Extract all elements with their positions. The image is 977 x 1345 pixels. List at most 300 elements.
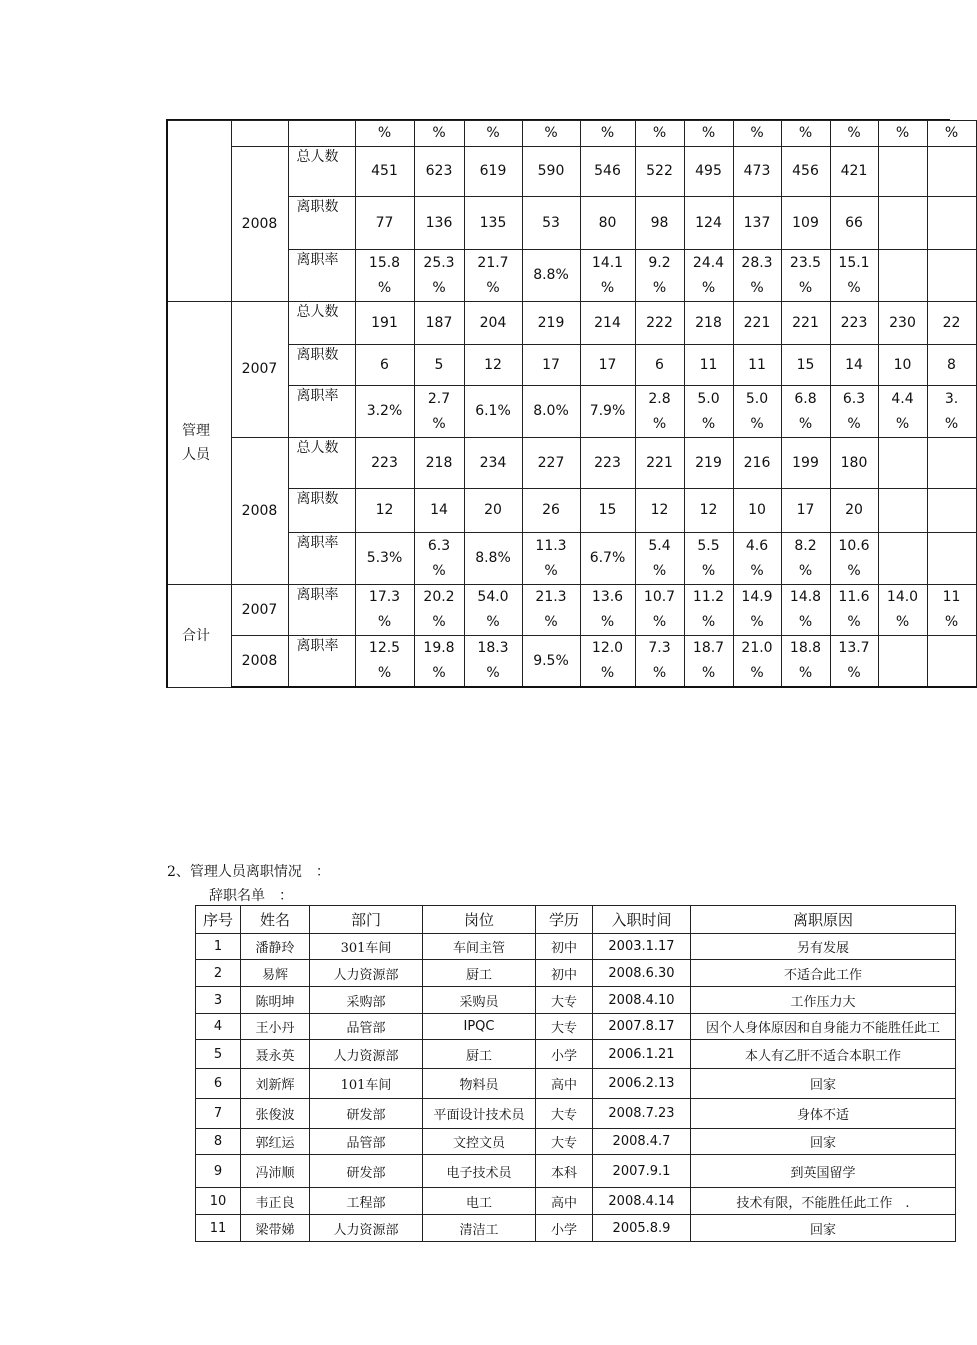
table-cell: 品管部: [310, 1014, 423, 1040]
rate-percent: %: [798, 279, 813, 296]
rate-value: 11.6: [838, 589, 870, 605]
rate-value: 11.2: [692, 589, 725, 605]
total-cell: 221: [781, 302, 830, 345]
rate-cell: [635, 533, 684, 585]
table-cell: 潘静玲: [241, 934, 310, 960]
rate-cell: [580, 636, 635, 688]
rate-percent: %: [798, 415, 813, 432]
rate-percent: %: [432, 415, 446, 432]
rate-cell: [414, 585, 464, 636]
table-row: [196, 1215, 956, 1242]
total-rate-row: [167, 585, 976, 636]
column-header: 学历: [536, 906, 593, 934]
rate-percent: %: [847, 665, 861, 681]
table-row: [196, 1040, 956, 1069]
rate-cell: [781, 250, 830, 302]
rate-value: 4.4: [891, 390, 914, 407]
year-cell: 2008: [231, 438, 288, 585]
rate-cell: [464, 533, 522, 585]
rate-value: 13.7: [838, 640, 870, 656]
table-cell: 人力资源部: [310, 1040, 423, 1069]
rate-percent: %: [798, 614, 813, 630]
category-line: 人员: [182, 447, 210, 463]
left-cell: 10: [733, 489, 781, 533]
total-cell: [927, 438, 976, 489]
resignation-list-heading: 辞职名单 ：: [209, 888, 293, 904]
rate-cell: [927, 585, 976, 636]
total-cell: 223: [355, 438, 414, 489]
table-cell: 大专: [536, 987, 593, 1014]
left-row: [167, 489, 976, 533]
section-heading: 2、管理人员离职情况 ：: [167, 864, 330, 880]
rate-value: 54.0: [477, 589, 509, 605]
rate-value: 8.2: [794, 537, 817, 554]
table-cell: 301车间: [310, 934, 423, 960]
table-cell: 小学: [536, 1215, 593, 1242]
table-cell: IPQC: [423, 1014, 536, 1040]
total-cell: 222: [635, 302, 684, 345]
table-cell: 2003.1.17: [593, 934, 691, 960]
table-row: [196, 1129, 956, 1155]
rate-percent: %: [701, 665, 716, 681]
total-cell: 219: [522, 302, 580, 345]
rate-cell: [355, 533, 414, 585]
rate-value: 5.4: [648, 537, 671, 554]
total-cell: 180: [830, 438, 878, 489]
total-cell: [878, 438, 927, 489]
column-header: 入职时间: [593, 906, 691, 934]
left-cell: 136: [414, 197, 464, 250]
left-cell: 15: [781, 345, 830, 386]
table-cell: 2006.2.13: [593, 1069, 691, 1099]
metric-label: 离职率: [288, 386, 355, 438]
rate-value: 6.8: [794, 390, 817, 407]
total-cell: 451: [355, 147, 414, 197]
metric-label: 总人数: [288, 147, 355, 197]
left-cell: 6: [355, 345, 414, 386]
rate-value: 9.2: [648, 254, 671, 271]
year-cell: 2008: [231, 147, 288, 302]
left-cell: 14: [830, 345, 878, 386]
left-row: [167, 197, 976, 250]
table-cell: 研发部: [310, 1099, 423, 1129]
rate-cell: [927, 533, 976, 585]
rate-value: 5.5: [697, 537, 720, 554]
rate-cell: [464, 636, 522, 688]
rate-value: 23.5: [789, 254, 822, 271]
column-header: 岗位: [423, 906, 536, 934]
year-cell: [231, 121, 288, 147]
category-line: 管理: [182, 423, 210, 439]
total-cell: 223: [580, 438, 635, 489]
total-cell: 219: [684, 438, 733, 489]
total-cell: 421: [830, 147, 878, 197]
left-cell: 17: [781, 489, 830, 533]
table-row: [196, 1188, 956, 1215]
rate-percent: %: [798, 665, 813, 681]
total-cell: 546: [580, 147, 635, 197]
rate-value: 8.8%: [475, 550, 511, 566]
table-cell: 11: [196, 1215, 241, 1242]
metric-label: 离职率: [288, 533, 355, 585]
left-cell: 15: [580, 489, 635, 533]
metric-label: 离职率: [288, 585, 355, 636]
percent-cell: %: [927, 121, 976, 147]
metric-label: 总人数: [288, 438, 355, 489]
total-cell: 191: [355, 302, 414, 345]
rate-cell: [830, 386, 878, 438]
rate-percent: %: [600, 279, 615, 296]
table-cell: 小学: [536, 1040, 593, 1069]
table-row: [196, 960, 956, 987]
rate-percent: %: [701, 614, 716, 630]
left-cell: 137: [733, 197, 781, 250]
rate-percent: %: [652, 665, 667, 681]
total-cell: 22: [927, 302, 976, 345]
rate-value: 10.7: [643, 589, 676, 605]
rate-percent: %: [701, 279, 716, 296]
metric-label: 离职数: [288, 345, 355, 386]
rate-cell: [878, 636, 927, 688]
rate-percent: %: [847, 562, 861, 579]
left-cell: 10: [878, 345, 927, 386]
left-cell: 135: [464, 197, 522, 250]
column-header: 姓名: [241, 906, 310, 934]
table-cell: 平面设计技术员: [423, 1099, 536, 1129]
total-cell: 230: [878, 302, 927, 345]
table-cell: 陈明坤: [241, 987, 310, 1014]
table-cell: 车间主管: [423, 934, 536, 960]
left-cell: 20: [464, 489, 522, 533]
table-cell: 高中: [536, 1188, 593, 1215]
rate-cell: [635, 585, 684, 636]
rate-cell: [781, 585, 830, 636]
rate-cell: [355, 386, 414, 438]
rate-percent: %: [750, 415, 764, 432]
category-cell: [167, 121, 231, 302]
table-cell: 电子技术员: [423, 1155, 536, 1188]
rate-cell: [522, 250, 580, 302]
table-cell: 4: [196, 1014, 241, 1040]
rate-cell: [878, 250, 927, 302]
column-header: 离职原因: [691, 906, 956, 934]
rate-cell: [464, 250, 522, 302]
rate-value: 9.5%: [533, 652, 569, 669]
total-cell: 216: [733, 438, 781, 489]
rate-percent: %: [432, 614, 446, 630]
total-cell: 473: [733, 147, 781, 197]
total-rate-row: [167, 636, 976, 688]
table-cell: 文控文员: [423, 1129, 536, 1155]
rate-cell: [781, 636, 830, 688]
metric-cell: [288, 121, 355, 147]
total-cell: 221: [733, 302, 781, 345]
table-cell: 聂永英: [241, 1040, 310, 1069]
rate-percent: %: [652, 415, 667, 432]
table-cell: 2008.6.30: [593, 960, 691, 987]
rate-value: 3.: [944, 390, 959, 407]
left-cell: 17: [522, 345, 580, 386]
rate-cell: [684, 585, 733, 636]
rate-percent: %: [652, 562, 667, 579]
table-cell: 电工: [423, 1188, 536, 1215]
total-cell: 214: [580, 302, 635, 345]
left-cell: 20: [830, 489, 878, 533]
rate-percent: %: [750, 562, 764, 579]
rate-value: 15.1: [838, 254, 870, 271]
rate-percent: %: [432, 279, 446, 296]
left-cell: 6: [635, 345, 684, 386]
table-cell: 韦正良: [241, 1188, 310, 1215]
rate-value: 7.3: [648, 640, 671, 656]
total-cell: 623: [414, 147, 464, 197]
rate-value: 14.0: [886, 589, 919, 605]
rate-percent: %: [377, 279, 392, 296]
percent-cell: %: [635, 121, 684, 147]
table-cell: 回家: [691, 1129, 956, 1155]
percent-cell: %: [580, 121, 635, 147]
rate-percent: %: [544, 562, 558, 579]
total-cell: 218: [414, 438, 464, 489]
table-cell: 5: [196, 1040, 241, 1069]
total-row: [167, 147, 976, 197]
table-cell: 另有发展: [691, 934, 956, 960]
table-cell: 101车间: [310, 1069, 423, 1099]
rate-cell: [830, 585, 878, 636]
total-cell: 204: [464, 302, 522, 345]
table-cell: 初中: [536, 934, 593, 960]
rate-value: 28.3: [741, 254, 773, 271]
table-cell: 因个人身体原因和自身能力不能胜任此工: [691, 1014, 956, 1040]
left-cell: 124: [684, 197, 733, 250]
left-cell: 53: [522, 197, 580, 250]
metric-label: 离职数: [288, 489, 355, 533]
left-cell: [927, 489, 976, 533]
rate-value: 14.9: [741, 589, 773, 605]
metric-label: 离职率: [288, 636, 355, 688]
rate-cell: [414, 386, 464, 438]
rate-value: 5.3%: [366, 550, 403, 566]
rate-value: 12.5: [368, 640, 401, 656]
table-cell: 工作压力大: [691, 987, 956, 1014]
total-cell: 590: [522, 147, 580, 197]
rate-cell: [927, 386, 976, 438]
rate-percent: %: [847, 415, 861, 432]
percent-cell: %: [733, 121, 781, 147]
rate-cell: [355, 250, 414, 302]
left-cell: 11: [684, 345, 733, 386]
table-cell: 10: [196, 1188, 241, 1215]
left-cell: 77: [355, 197, 414, 250]
table-cell: 回家: [691, 1069, 956, 1099]
rate-value: 11: [942, 589, 961, 605]
rate-row: [167, 250, 976, 302]
left-cell: 12: [635, 489, 684, 533]
left-cell: 12: [355, 489, 414, 533]
table-cell: 刘新辉: [241, 1069, 310, 1099]
table-cell: 2007.9.1: [593, 1155, 691, 1188]
table-cell: 6: [196, 1069, 241, 1099]
table-cell: 2005.8.9: [593, 1215, 691, 1242]
rate-row: [167, 533, 976, 585]
rate-value: 4.6: [745, 537, 769, 554]
rate-percent: %: [486, 614, 500, 630]
total-cell: 619: [464, 147, 522, 197]
rate-value: 21.7: [477, 254, 509, 271]
rate-value: 6.3: [427, 537, 451, 554]
rate-cell: [522, 533, 580, 585]
rate-cell: [733, 533, 781, 585]
rate-cell: [684, 533, 733, 585]
rate-percent: %: [432, 665, 446, 681]
rate-row: [167, 386, 976, 438]
percent-cell: %: [522, 121, 580, 147]
rate-cell: [522, 386, 580, 438]
percent-cell: %: [684, 121, 733, 147]
rate-cell: [355, 585, 414, 636]
rate-value: 18.3: [477, 640, 509, 656]
table-row: [196, 1014, 956, 1040]
table-cell: 工程部: [310, 1188, 423, 1215]
rate-cell: [522, 636, 580, 688]
table-cell: 技术有限，不能胜任此工作 .: [691, 1188, 956, 1215]
table-row: [196, 1069, 956, 1099]
rate-percent: %: [750, 614, 764, 630]
rate-cell: [830, 533, 878, 585]
table-cell: 本人有乙肝不适合本职工作: [691, 1040, 956, 1069]
table-row: [196, 934, 956, 960]
resignation-list-table: [195, 905, 956, 1242]
total-cell: 199: [781, 438, 830, 489]
table-cell: 厨工: [423, 1040, 536, 1069]
percent-cell: %: [781, 121, 830, 147]
left-row: [167, 345, 976, 386]
table-cell: 清洁工: [423, 1215, 536, 1242]
table-cell: 物料员: [423, 1069, 536, 1099]
rate-cell: [878, 386, 927, 438]
rate-percent: %: [432, 562, 446, 579]
left-cell: 17: [580, 345, 635, 386]
category-cell: [167, 302, 231, 585]
total-cell: 227: [522, 438, 580, 489]
rate-value: 24.4: [692, 254, 725, 271]
table-cell: 不适合此工作: [691, 960, 956, 987]
left-cell: 12: [464, 345, 522, 386]
rate-cell: [733, 250, 781, 302]
rate-cell: [355, 636, 414, 688]
percent-cell: %: [414, 121, 464, 147]
table-cell: 身体不适: [691, 1099, 956, 1129]
rate-percent: %: [486, 279, 500, 296]
rate-cell: [733, 585, 781, 636]
table-cell: 本科: [536, 1155, 593, 1188]
rate-value: 2.8: [648, 390, 671, 407]
rate-cell: [635, 636, 684, 688]
left-cell: 26: [522, 489, 580, 533]
rate-percent: %: [377, 665, 392, 681]
percent-cell: %: [830, 121, 878, 147]
rate-percent: %: [701, 415, 716, 432]
rate-value: 10.6: [838, 537, 870, 554]
left-cell: 80: [580, 197, 635, 250]
header-row: [196, 906, 956, 934]
table-cell: 冯沛顺: [241, 1155, 310, 1188]
table-cell: 研发部: [310, 1155, 423, 1188]
metric-label: 总人数: [288, 302, 355, 345]
rate-percent: %: [847, 614, 861, 630]
left-cell: [927, 197, 976, 250]
rate-percent: %: [944, 415, 959, 432]
rate-cell: [580, 585, 635, 636]
rate-value: 18.8: [789, 640, 822, 656]
rate-cell: [522, 585, 580, 636]
total-cell: 234: [464, 438, 522, 489]
rate-value: 25.3: [423, 254, 455, 271]
table-row: [196, 1155, 956, 1188]
rate-percent: %: [652, 279, 667, 296]
column-header: 序号: [196, 906, 241, 934]
total-cell: 187: [414, 302, 464, 345]
metric-label: 离职数: [288, 197, 355, 250]
left-cell: 5: [414, 345, 464, 386]
table-cell: 2006.1.21: [593, 1040, 691, 1069]
turnover-rate-table: [166, 120, 977, 688]
rate-value: 19.8: [423, 640, 455, 656]
column-header: 部门: [310, 906, 423, 934]
rate-cell: [684, 636, 733, 688]
table-cell: 张俊波: [241, 1099, 310, 1129]
left-cell: [878, 197, 927, 250]
rate-value: 14.8: [789, 589, 822, 605]
total-cell: 495: [684, 147, 733, 197]
total-row: [167, 302, 976, 345]
rate-value: 6.3: [842, 390, 866, 407]
rate-percent: %: [895, 614, 910, 630]
table-cell: 2008.4.14: [593, 1188, 691, 1215]
total-row: [167, 438, 976, 489]
rate-cell: [733, 636, 781, 688]
table-row: [196, 987, 956, 1014]
rate-value: 15.8: [368, 254, 401, 271]
table-cell: 采购部: [310, 987, 423, 1014]
table-cell: 2007.8.17: [593, 1014, 691, 1040]
left-cell: 12: [684, 489, 733, 533]
percent-cell: %: [464, 121, 522, 147]
rate-value: 7.9%: [589, 403, 626, 419]
table-cell: 人力资源部: [310, 1215, 423, 1242]
table-cell: 1: [196, 934, 241, 960]
rate-percent: %: [701, 562, 716, 579]
rate-cell: [464, 585, 522, 636]
percent-row: [167, 121, 976, 147]
rate-cell: [733, 386, 781, 438]
year-cell: 2007: [231, 585, 288, 636]
left-cell: 8: [927, 345, 976, 386]
rate-value: 13.6: [591, 589, 624, 605]
rate-percent: %: [798, 562, 813, 579]
rate-cell: [927, 250, 976, 302]
total-cell: 522: [635, 147, 684, 197]
left-cell: 66: [830, 197, 878, 250]
table-cell: 回家: [691, 1215, 956, 1242]
rate-cell: [414, 636, 464, 688]
rate-percent: %: [847, 279, 861, 296]
rate-percent: %: [600, 614, 615, 630]
rate-cell: [635, 250, 684, 302]
rate-value: 18.7: [692, 640, 725, 656]
rate-value: 5.0: [697, 390, 720, 407]
rate-value: 12.0: [591, 640, 624, 656]
